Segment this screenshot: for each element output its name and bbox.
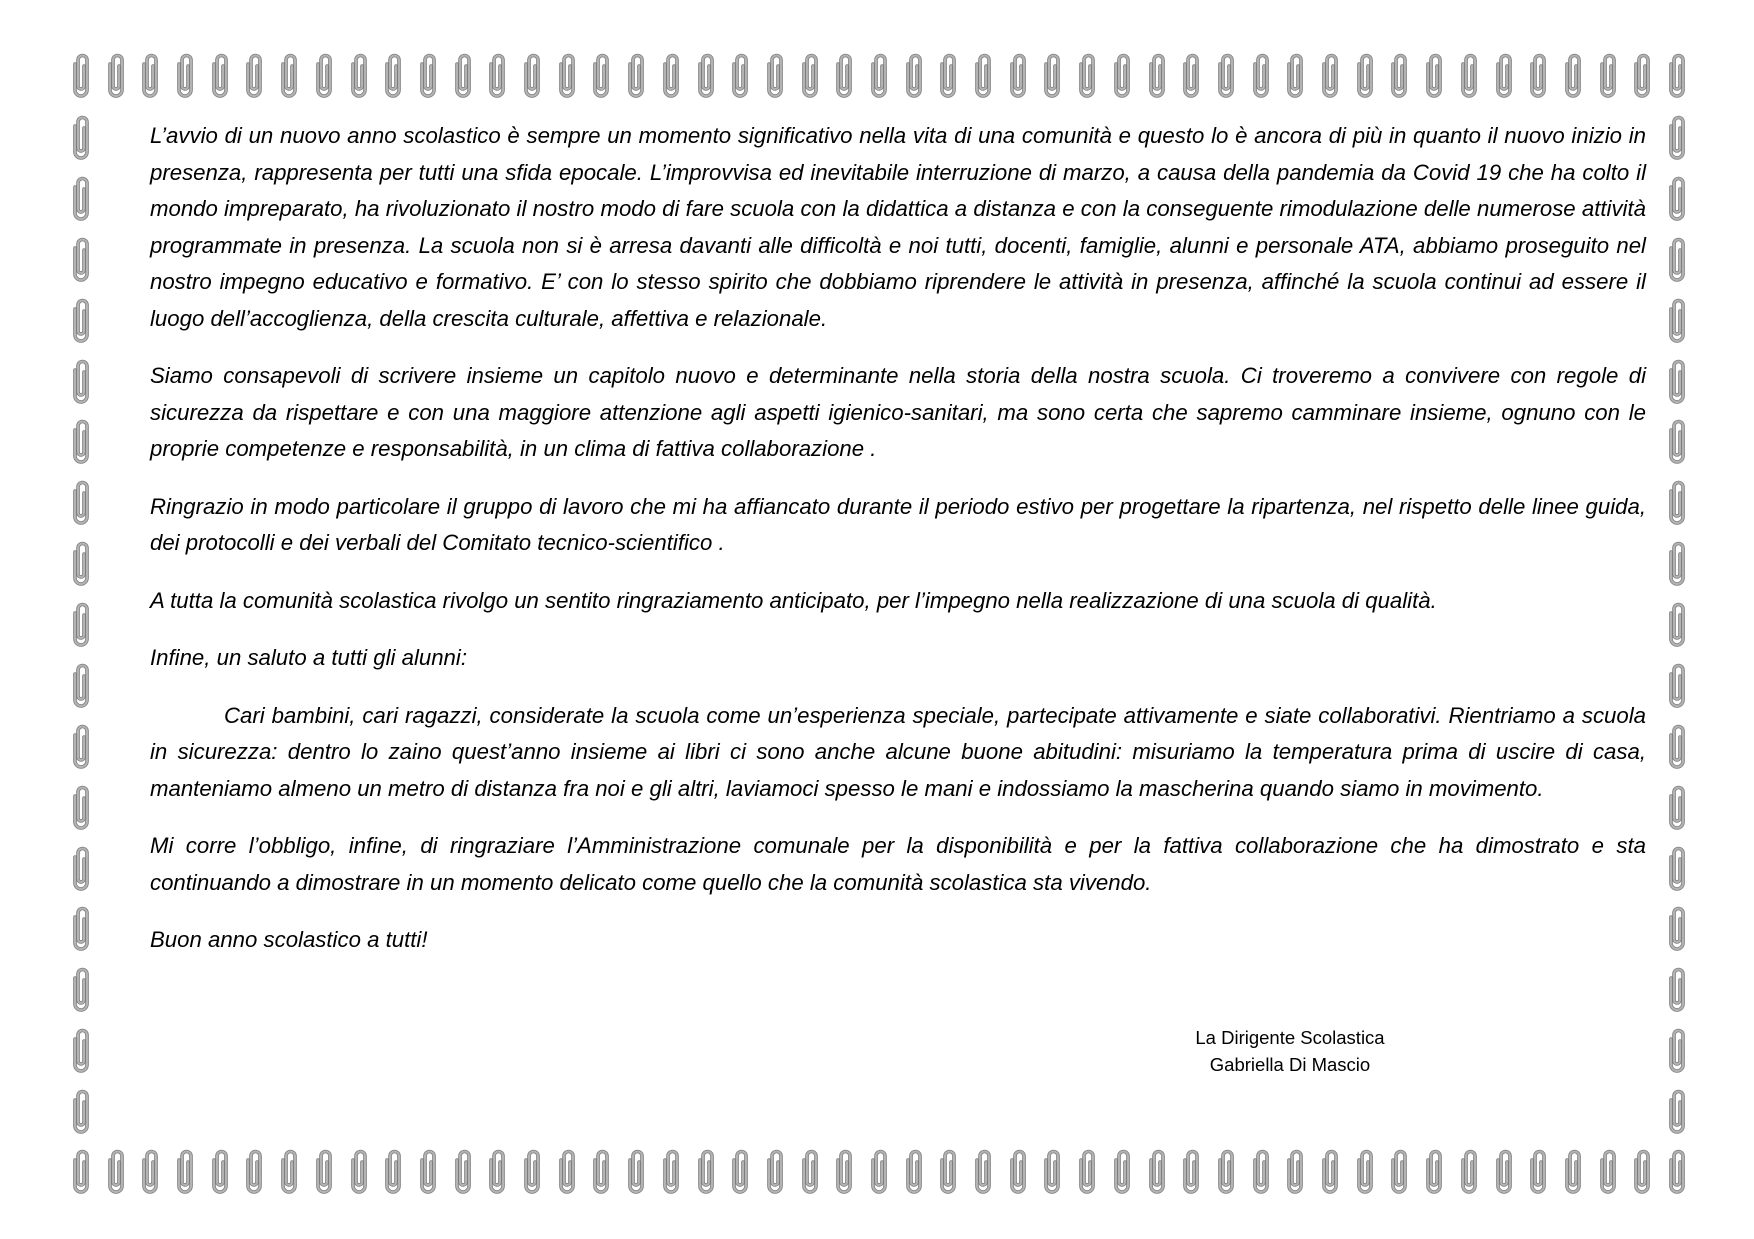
paperclip-icon (905, 1148, 923, 1194)
paperclip-icon (1668, 905, 1686, 951)
paperclip-icon (1668, 479, 1686, 525)
paperclip-icon (627, 52, 645, 98)
paperclip-icon (801, 52, 819, 98)
paperclip-icon (1148, 52, 1166, 98)
paperclip-icon (1009, 1148, 1027, 1194)
paperclip-icon (1182, 52, 1200, 98)
paperclip-icon (1078, 1148, 1096, 1194)
paperclip-icon (488, 1148, 506, 1194)
paperclip-icon (1668, 1148, 1686, 1194)
paperclip-icon (835, 1148, 853, 1194)
paperclip-icon (72, 297, 90, 343)
paperclip-icon (1668, 845, 1686, 891)
paperclip-icon (72, 601, 90, 647)
paragraph-greeting-students: Infine, un saluto a tutti gli alunni: (150, 645, 467, 670)
paragraph-intro: L’avvio di un nuovo anno scolastico è sempre un momento significativo nella vita di una comunità e questo lo è ancora di più in quanto il nuovo inizio in presenza, rappresenta per tutti una sfida epocale. L’improvvisa ed inevitabile interruzione di marzo, a causa della pandemia da Covid 19 che ha colto il mondo impreparato, ha rivoluzionato il nostro modo di fare scuola con la didattica a distanza e con la conseguente rimodulazione delle numerose attività programmate in presenza. La scuola non si è arresa davanti alle difficoltà e noi tutti, docenti, famiglie, alunni e personale ATA, abbiamo proseguito nel nostro impegno educativo e formativo. E’ con lo stesso spirito che dobbiamo riprendere le attività in presenza, affinché la scuola continui ad essere il luogo dell’accoglienza, della crescita culturale, affettiva e relazionale. (150, 123, 1646, 331)
paperclip-icon (1252, 1148, 1270, 1194)
paperclip-icon (107, 52, 125, 98)
paperclip-icon (1286, 1148, 1304, 1194)
paperclip-icon (1321, 1148, 1339, 1194)
paperclip-icon (1321, 52, 1339, 98)
paragraph-thanks-workgroup: Ringrazio in modo particolare il gruppo di lavoro che mi ha affiancato durante il periodo estivo per progettare la ripartenza, nel rispetto delle linee guida, dei protocolli e dei verbali del Comitato tecnico-scientifico . (150, 493, 1646, 555)
paperclip-icon (315, 52, 333, 98)
paperclip-icon (72, 905, 90, 951)
paperclip-icon (454, 52, 472, 98)
signature-role: La Dirigente Scolastica (1195, 1027, 1385, 1048)
paperclip-icon (245, 52, 263, 98)
paperclip-icon (419, 52, 437, 98)
paperclip-icon (72, 358, 90, 404)
letter-body (150, 118, 1646, 980)
paperclip-icon (1668, 114, 1686, 160)
paperclip-icon (697, 52, 715, 98)
paperclip-icon (801, 1148, 819, 1194)
paperclip-icon (1252, 52, 1270, 98)
paperclip-icon (1356, 1148, 1374, 1194)
signature-block (1130, 1024, 1450, 1078)
paperclip-icon (1390, 52, 1408, 98)
paperclip-icon (974, 1148, 992, 1194)
paperclip-icon (72, 479, 90, 525)
paperclip-icon (1668, 540, 1686, 586)
paperclip-icon (176, 52, 194, 98)
paperclip-icon (523, 1148, 541, 1194)
paperclip-icon (731, 1148, 749, 1194)
paperclip-icon (488, 52, 506, 98)
paperclip-icon (280, 1148, 298, 1194)
paperclip-icon (870, 52, 888, 98)
paperclip-icon (1460, 1148, 1478, 1194)
paperclip-icon (1668, 601, 1686, 647)
paperclip-icon (72, 966, 90, 1012)
paperclip-icon (350, 52, 368, 98)
signature-name: Gabriella Di Mascio (1209, 1054, 1371, 1075)
paperclip-icon (627, 1148, 645, 1194)
paperclip-icon (1668, 662, 1686, 708)
paperclip-icon (72, 723, 90, 769)
paperclip-icon (280, 52, 298, 98)
paperclip-icon (1043, 1148, 1061, 1194)
paperclip-icon (1668, 297, 1686, 343)
paperclip-icon (72, 418, 90, 464)
paperclip-icon (1495, 1148, 1513, 1194)
paperclip-icon (1425, 1148, 1443, 1194)
paperclip-icon (72, 52, 90, 98)
paperclip-icon (1668, 418, 1686, 464)
paperclip-icon (1668, 236, 1686, 282)
paperclip-icon (939, 52, 957, 98)
paperclip-icon (1113, 52, 1131, 98)
paperclip-icon (558, 52, 576, 98)
paperclip-icon (1668, 175, 1686, 221)
paperclip-icon (350, 1148, 368, 1194)
paperclip-icon (72, 114, 90, 160)
paperclip-icon (72, 236, 90, 282)
paperclip-icon (454, 1148, 472, 1194)
paperclip-icon (1599, 52, 1617, 98)
paperclip-icon (107, 1148, 125, 1194)
paperclip-icon (1564, 52, 1582, 98)
paperclip-icon (1668, 358, 1686, 404)
paperclip-icon (211, 1148, 229, 1194)
paperclip-icon (72, 1148, 90, 1194)
paperclip-icon (1668, 723, 1686, 769)
paragraph-closing: Buon anno scolastico a tutti! (150, 927, 428, 952)
paperclip-icon (1148, 1148, 1166, 1194)
paperclip-icon (245, 1148, 263, 1194)
paperclip-icon (72, 784, 90, 830)
paperclip-icon (592, 1148, 610, 1194)
paperclip-icon (1668, 1088, 1686, 1134)
paperclip-icon (1217, 52, 1235, 98)
paperclip-icon (1078, 52, 1096, 98)
paragraph-thanks-community: A tutta la comunità scolastica rivolgo un sentito ringraziamento anticipato, per l’impegno nella realizzazione di una scuola di qualità. (150, 587, 1437, 613)
paperclip-icon (1564, 1148, 1582, 1194)
paperclip-icon (72, 175, 90, 221)
paperclip-icon (1356, 52, 1374, 98)
paperclip-icon (1668, 784, 1686, 830)
paperclip-icon (1668, 1027, 1686, 1073)
paperclip-icon (1425, 52, 1443, 98)
paperclip-icon (835, 52, 853, 98)
paperclip-icon (1529, 52, 1547, 98)
paperclip-icon (905, 52, 923, 98)
paperclip-icon (72, 540, 90, 586)
paperclip-icon (72, 845, 90, 891)
paperclip-icon (766, 1148, 784, 1194)
paperclip-icon (1668, 966, 1686, 1012)
paperclip-icon (1633, 1148, 1651, 1194)
paperclip-icon (1113, 1148, 1131, 1194)
paperclip-icon (766, 52, 784, 98)
paperclip-icon (176, 1148, 194, 1194)
paragraph-new-chapter: Siamo consapevoli di scrivere insieme un capitolo nuovo e determinante nella storia della nostra scuola. Ci troveremo a convivere con regole di sicurezza da rispettare e con una maggiore attenzione agli aspetti igienico-sanitari, ma sono certa che sapremo camminare insieme, ognuno con le proprie competenze e responsabilità, in un clima di fattiva collaborazione . (150, 363, 1646, 461)
paperclip-icon (974, 52, 992, 98)
paperclip-icon (1599, 1148, 1617, 1194)
paperclip-icon (662, 52, 680, 98)
paperclip-icon (1009, 52, 1027, 98)
paragraph-message-students: Cari bambini, cari ragazzi, considerate la scuola come un’esperienza speciale, partecipate attivamente e siate collaborativi. Rientriamo a scuola in sicurezza: dentro lo zaino quest’anno insieme ai libri ci sono anche alcune buone abitudini: misuriamo la temperatura prima di uscire di casa, manteniamo almeno un metro di distanza fra noi e gli altri, laviamoci spesso le mani e indossiamo la mascherina quando siamo in movimento. (150, 702, 1646, 801)
paperclip-icon (1668, 52, 1686, 98)
paperclip-icon (1495, 52, 1513, 98)
paperclip-icon (1182, 1148, 1200, 1194)
paperclip-icon (72, 1027, 90, 1073)
paperclip-icon (1633, 52, 1651, 98)
paperclip-icon (523, 52, 541, 98)
paperclip-icon (870, 1148, 888, 1194)
paperclip-icon (662, 1148, 680, 1194)
paperclip-icon (1217, 1148, 1235, 1194)
paragraph-thanks-municipality: Mi corre l’obbligo, infine, di ringraziare l’Amministrazione comunale per la disponibilità e per la fattiva collaborazione che ha dimostrato e sta continuando a dimostrare in un momento delicato come quello che la comunità scolastica sta vivendo. (150, 833, 1646, 895)
paperclip-icon (384, 52, 402, 98)
paperclip-icon (141, 52, 159, 98)
paperclip-icon (1286, 52, 1304, 98)
paperclip-icon (315, 1148, 333, 1194)
paperclip-icon (384, 1148, 402, 1194)
paperclip-icon (592, 52, 610, 98)
paperclip-icon (558, 1148, 576, 1194)
paperclip-icon (1529, 1148, 1547, 1194)
paperclip-icon (72, 1088, 90, 1134)
paperclip-icon (697, 1148, 715, 1194)
paperclip-icon (939, 1148, 957, 1194)
paperclip-icon (211, 52, 229, 98)
paperclip-icon (1390, 1148, 1408, 1194)
paperclip-icon (141, 1148, 159, 1194)
paperclip-icon (72, 662, 90, 708)
paperclip-icon (1460, 52, 1478, 98)
paperclip-icon (1043, 52, 1061, 98)
paperclip-icon (419, 1148, 437, 1194)
paperclip-icon (731, 52, 749, 98)
